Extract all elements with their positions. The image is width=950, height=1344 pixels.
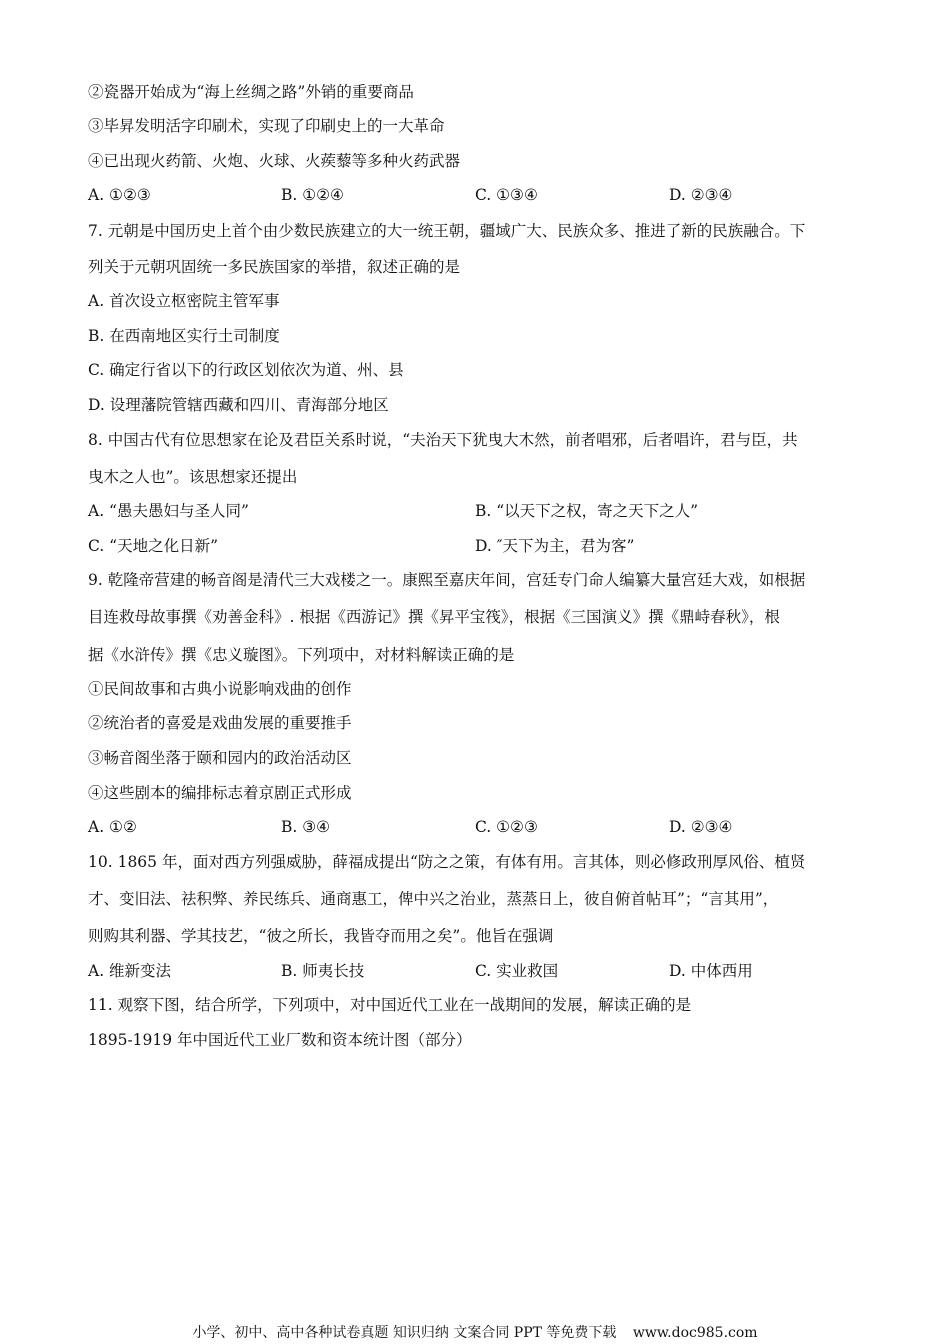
q7-stem-line1: 7. 元朝是中国历史上首个由少数民族建立的大一统王朝，疆域广大、民族众多、推进了新的民族融合。下 <box>88 222 806 240</box>
page-footer <box>0 1322 950 1342</box>
q9-option-d: D. ②③④ <box>669 818 733 836</box>
q10-option-b: B. 师夷长技 <box>281 962 365 980</box>
q8-option-c: C. “天地之化日新” <box>88 537 219 555</box>
q10-option-c: C. 实业救国 <box>475 962 559 980</box>
q9-item-2: ②统治者的喜爱是戏曲发展的重要推手 <box>88 714 352 732</box>
q6-option-a: A. ①②③ <box>88 186 151 204</box>
q6-item-4: ④已出现火药箭、火炮、火球、火蒺藜等多种火药武器 <box>88 152 461 170</box>
q10-option-a: A. 维新变法 <box>88 962 172 980</box>
q10-option-d: D. 中体西用 <box>669 962 753 980</box>
q6-item-2: ②瓷器开始成为“海上丝绸之路”外销的重要商品 <box>88 83 414 101</box>
q7-option-b: B. 在西南地区实行土司制度 <box>88 327 280 345</box>
q11-chart-caption: 1895-1919 年中国近代工业厂数和资本统计图（部分） <box>88 1031 472 1049</box>
footer-text: 小学、初中、高中各种试卷真题 知识归纳 文案合同 PPT 等免费下载 <box>192 1325 617 1341</box>
q11-stem-line1: 11. 观察下图，结合所学，下列项中，对中国近代工业在一战期间的发展，解读正确的是 <box>88 996 692 1014</box>
q8-option-d: D. ″天下为主，君为客” <box>475 537 635 555</box>
q6-option-b: B. ①②④ <box>281 186 344 204</box>
q9-stem-line3: 据《水浒传》撰《忠义璇图》。下列项中，对材料解读正确的是 <box>88 646 515 664</box>
q6-option-c: C. ①③④ <box>475 186 538 204</box>
q9-option-b: B. ③④ <box>281 818 331 836</box>
q7-option-d: D. 设理藩院管辖西藏和四川、青海部分地区 <box>88 396 389 414</box>
q9-item-4: ④这些剧本的编排标志着京剧正式形成 <box>88 784 352 802</box>
q7-option-a: A. 首次设立枢密院主管军事 <box>88 292 280 310</box>
q8-option-b: B. “以天下之权，寄之天下之人” <box>475 502 699 520</box>
q7-stem-line2: 列关于元朝巩固统一多民族国家的举措，叙述正确的是 <box>88 258 461 276</box>
q8-stem-line2: 曳木之人也”。该思想家还提出 <box>88 468 298 486</box>
q6-option-d: D. ②③④ <box>669 186 733 204</box>
q10-stem-line2: 才、变旧法、祛积弊、养民练兵、通商惠工，俾中兴之治业，蒸蒸日上，彼自俯首帖耳”；“言其用”， <box>88 890 779 908</box>
q9-stem-line1: 9. 乾隆帝营建的畅音阁是清代三大戏楼之一。康熙至嘉庆年间，宫廷专门命人编纂大量宫廷大戏，如根据 <box>88 571 806 589</box>
q10-stem-line1: 10. 1865 年，面对西方列强威胁，薛福成提出“防之之策，有体有用。言其体，则必修政刑厚风俗、植贤 <box>88 853 806 871</box>
q7-option-c: C. 确定行省以下的行政区划依次为道、州、县 <box>88 361 404 379</box>
q9-stem-line2: 目连救母故事撰《劝善金科》. 根据《西游记》撰《昇平宝筏》，根据《三国演义》撰《鼎峙春秋》，根 <box>88 608 780 626</box>
q8-option-a: A. “愚夫愚妇与圣人同” <box>88 502 249 520</box>
q9-option-a: A. ①② <box>88 818 137 836</box>
q9-item-3: ③畅音阁坐落于颐和园内的政治活动区 <box>88 749 352 767</box>
footer-site-link[interactable]: www.doc985.com <box>632 1325 758 1341</box>
q6-item-3: ③毕昇发明活字印刷术，实现了印刷史上的一大革命 <box>88 117 445 135</box>
q10-stem-line3: 则购其利器、学其技艺，“彼之所长，我皆夺而用之矣”。他旨在强调 <box>88 927 554 945</box>
q9-item-1: ①民间故事和古典小说影响戏曲的创作 <box>88 680 352 698</box>
q9-option-c: C. ①②③ <box>475 818 538 836</box>
q8-stem-line1: 8. 中国古代有位思想家在论及君臣关系时说，“夫治天下犹曳大木然，前者唱邪，后者唱许，君与臣，共 <box>88 431 798 449</box>
